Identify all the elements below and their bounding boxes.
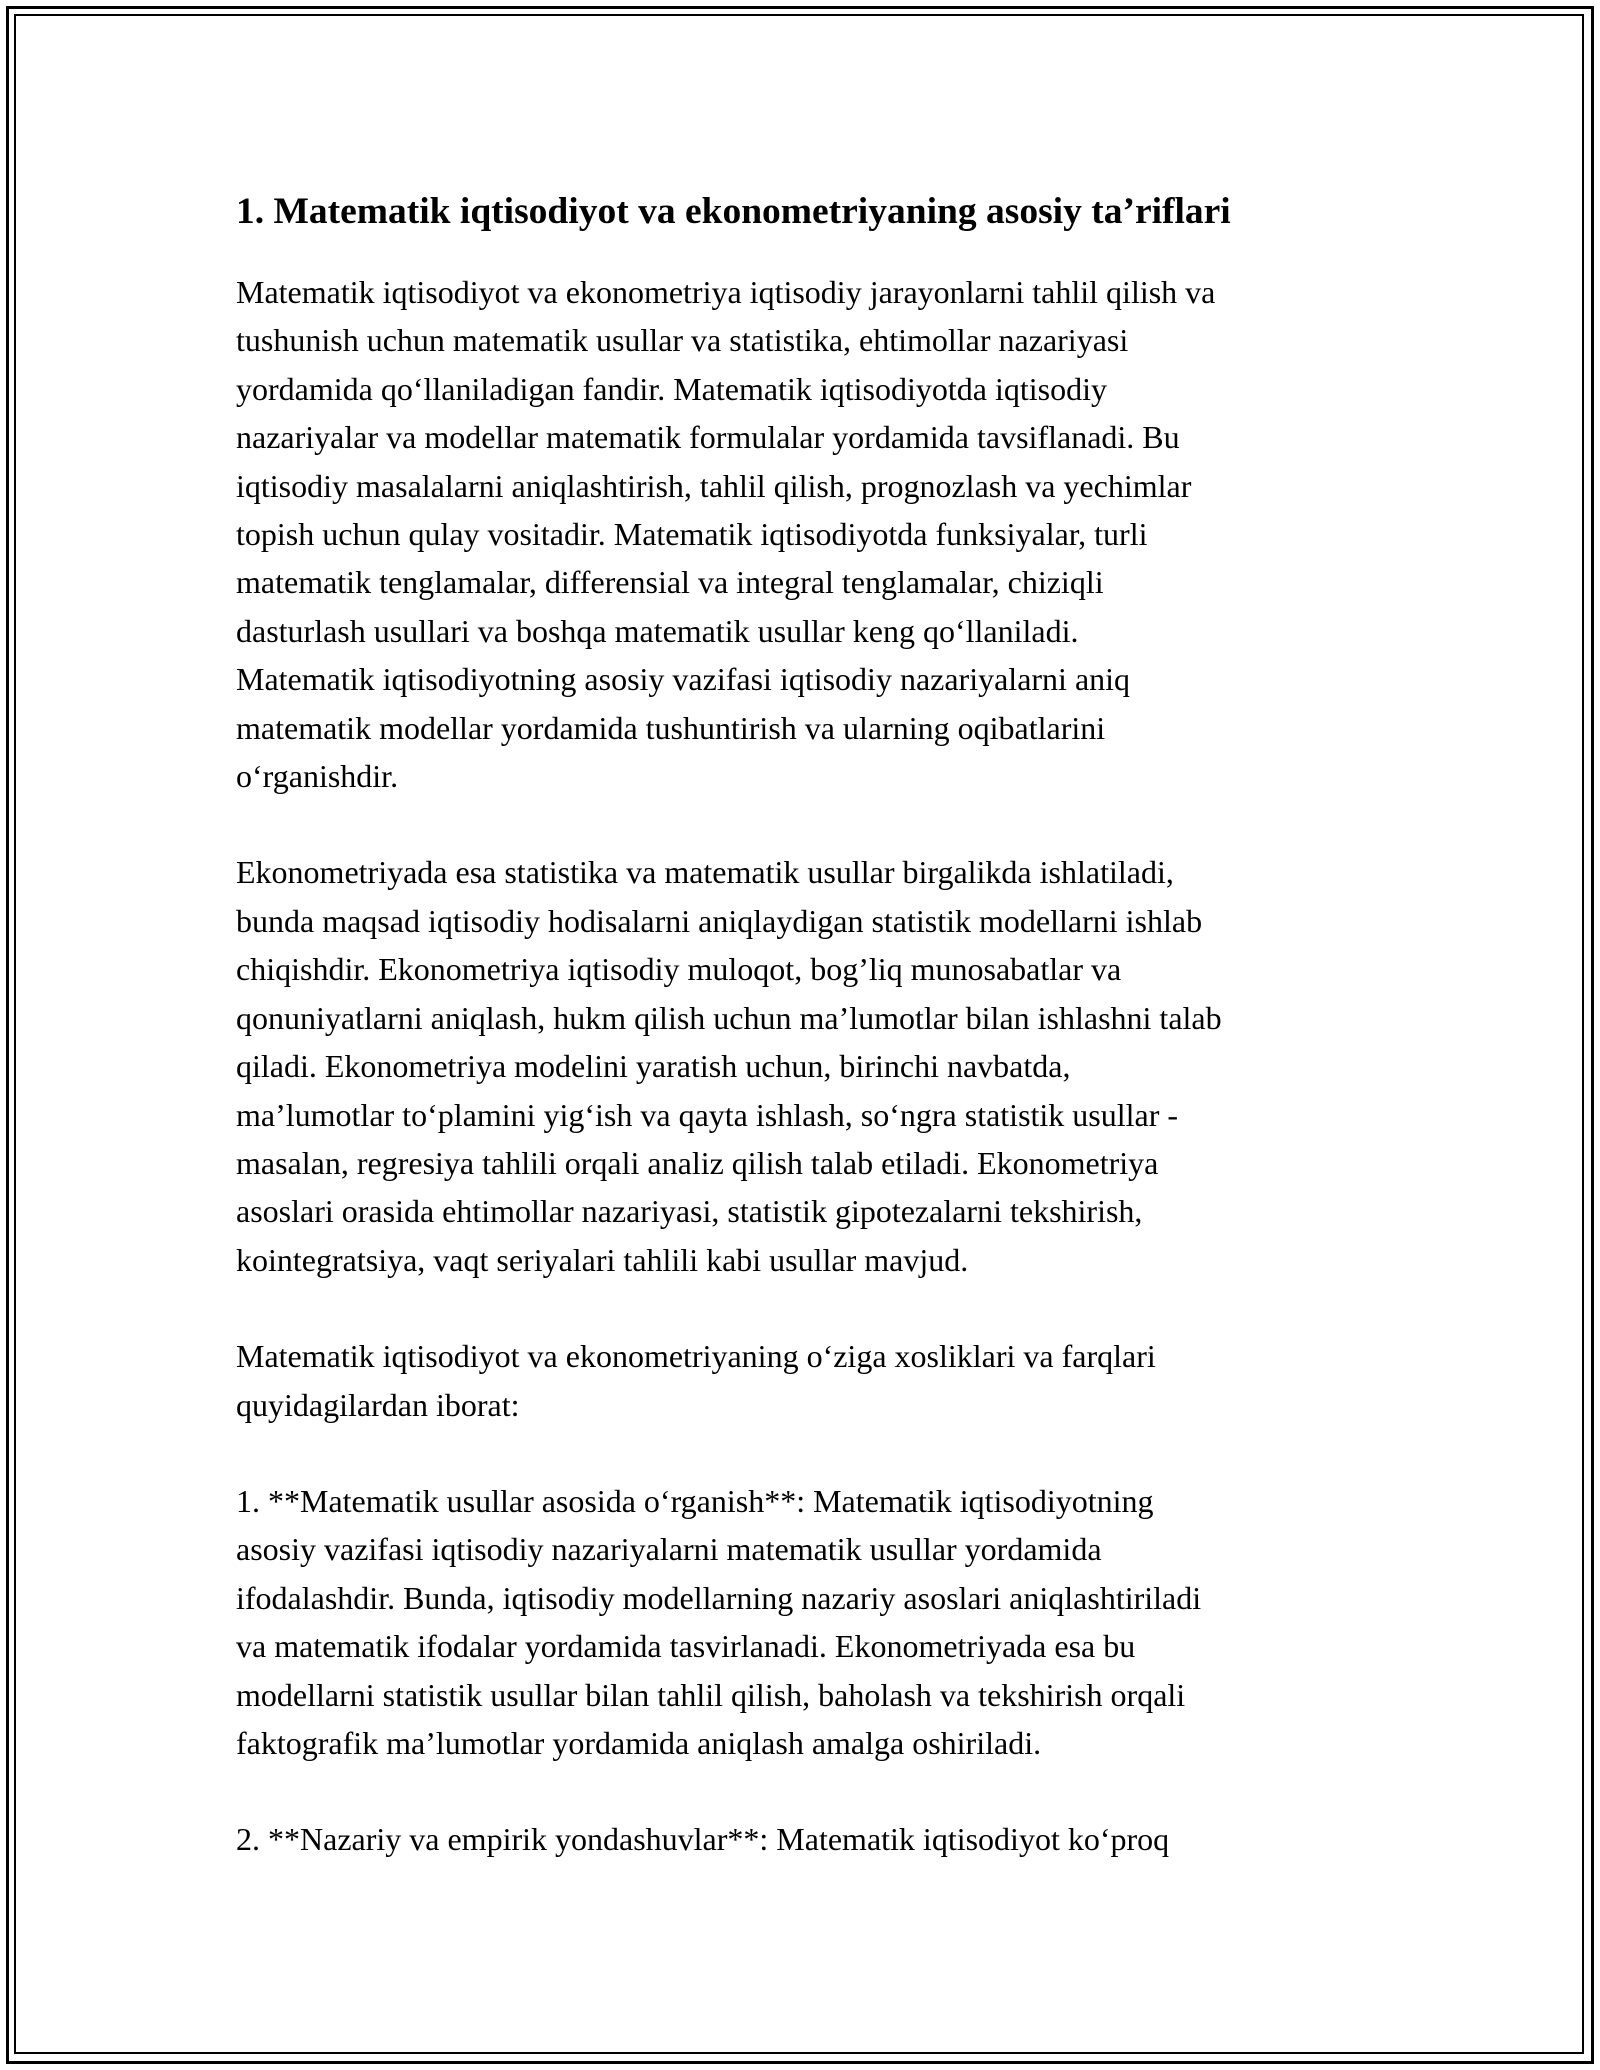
list-item-1: [236, 1477, 1376, 1767]
text-line: matematik tenglamalar, differensial va integral tenglamalar, chiziqli: [236, 564, 1104, 601]
text-line: faktografik ma’lumotlar yordamida aniqlash amalga oshiriladi.: [236, 1724, 1042, 1761]
text-line: ifodalashdir. Bunda, iqtisodiy modellarning nazariy asoslari aniqlashtiriladi: [236, 1579, 1202, 1616]
paragraph-econometrics: [236, 848, 1376, 1284]
text-line: quyidagilardan iborat:: [236, 1386, 520, 1423]
text-line: qonuniyatlarni aniqlash, hukm qilish uchun ma’lumotlar bilan ishlashni talab: [236, 999, 1222, 1036]
text-line: kointegratsiya, vaqt seriyalari tahlili kabi usullar mavjud.: [236, 1241, 969, 1278]
text-line: topish uchun qulay vositadir. Matematik iqtisodiyotda funksiyalar, turli: [236, 516, 1148, 553]
text-line: asosiy vazifasi iqtisodiy nazariyalarni matematik usullar yordamida: [236, 1531, 1102, 1568]
text-line: chiqishdir. Ekonometriya iqtisodiy muloqot, bog’liq munosabatlar va: [236, 951, 1122, 988]
text-line: va matematik ifodalar yordamida tasvirlanadi. Ekonometriyada esa bu: [236, 1628, 1136, 1665]
text-line: Ekonometriyada esa statistika va matematik usullar birgalikda ishlatiladi,: [236, 854, 1174, 891]
text-line: masalan, regresiya tahlili orqali analiz qilish talab etiladi. Ekonometriya: [236, 1144, 1159, 1181]
text-line: dasturlash usullari va boshqa matematik usullar keng qo‘llaniladi.: [236, 612, 1079, 649]
list-item-2: [236, 1815, 1376, 1863]
text-line: 1. **Matematik usullar asosida o‘rganish**: Matematik iqtisodiyotning: [236, 1482, 1154, 1519]
text-line: iqtisodiy masalalarni aniqlashtirish, tahlil qilish, prognozlash va yechimlar: [236, 467, 1192, 504]
section-heading: 1. Matematik iqtisodiyot va ekonometriyaning asosiy ta’riflari: [236, 191, 1231, 232]
text-line: nazariyalar va modellar matematik formulalar yordamida tavsiflanadi. Bu: [236, 419, 1180, 456]
text-line: ma’lumotlar to‘plamini yig‘ish va qayta ishlash, so‘ngra statistik usullar -: [236, 1096, 1179, 1133]
text-line: o‘rganishdir.: [236, 758, 399, 795]
paragraph-differences-intro: [236, 1332, 1376, 1429]
document-body: [236, 186, 1376, 1912]
paragraph-definition: [236, 268, 1376, 800]
text-line: qiladi. Ekonometriya modelini yaratish uchun, birinchi navbatda,: [236, 1048, 1071, 1085]
text-line: matematik modellar yordamida tushuntirish va ularning oqibatlarini: [236, 709, 1106, 746]
text-line: yordamida qo‘llaniladigan fandir. Matematik iqtisodiyotda iqtisodiy: [236, 370, 1107, 407]
text-line: bunda maqsad iqtisodiy hodisalarni aniqlaydigan statistik modellarni ishlab: [236, 902, 1203, 939]
text-line: 2. **Nazariy va empirik yondashuvlar**: Matematik iqtisodiyot ko‘proq: [236, 1821, 1170, 1858]
text-line: tushunish uchun matematik usullar va statistika, ehtimollar nazariyasi: [236, 322, 1129, 359]
text-line: Matematik iqtisodiyotning asosiy vazifasi iqtisodiy nazariyalarni aniq: [236, 661, 1131, 698]
text-line: modellarni statistik usullar bilan tahlil qilish, baholash va tekshirish orqali: [236, 1676, 1186, 1713]
text-line: asoslari orasida ehtimollar nazariyasi, statistik gipotezalarni tekshirish,: [236, 1193, 1143, 1230]
text-line: Matematik iqtisodiyot va ekonometriyaning o‘ziga xosliklari va farqlari: [236, 1338, 1156, 1375]
text-line: Matematik iqtisodiyot va ekonometriya iqtisodiy jarayonlarni tahlil qilish va: [236, 274, 1216, 310]
